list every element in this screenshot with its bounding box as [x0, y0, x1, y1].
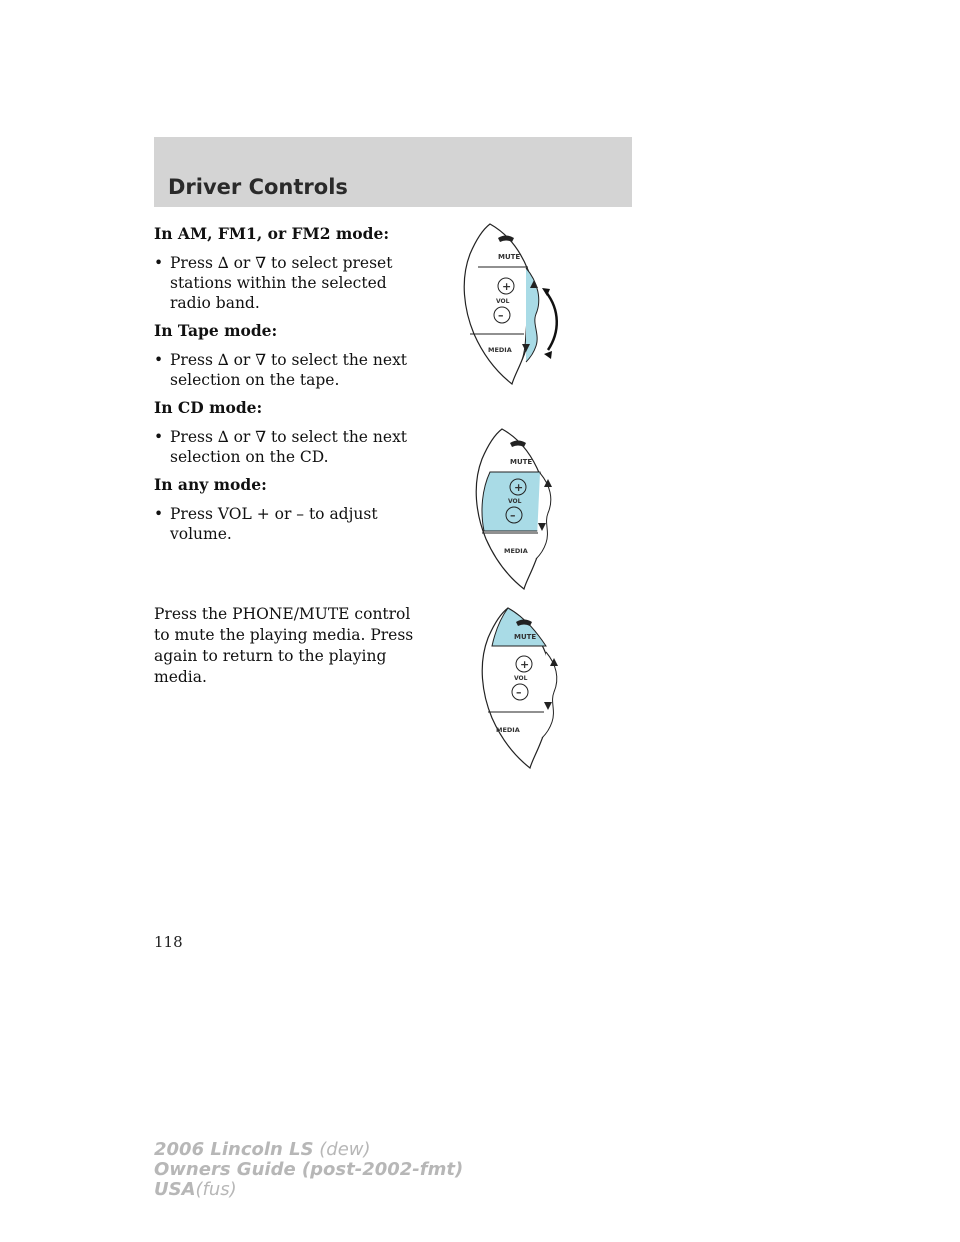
- steering-control-diagram-seek: [448, 222, 568, 392]
- plus-label: +: [514, 481, 524, 494]
- bullet-text: Press ∆ or ∇ to select the next selection on the CD.: [170, 428, 408, 466]
- footer-line-2: Owners Guide (post-2002-fmt): [154, 1159, 464, 1180]
- section-any: [154, 475, 424, 544]
- bullet-item: [154, 350, 424, 390]
- plus-label: +: [502, 280, 512, 293]
- bullet-symbol: •: [154, 428, 164, 446]
- mute-paragraph: Press the PHONE/MUTE control to mute the playing media. Press again to return to the playing media.: [154, 605, 414, 686]
- page-number: 118: [154, 933, 183, 951]
- rotation-arrow-icon: [546, 292, 557, 350]
- section-heading: In CD mode:: [154, 398, 263, 417]
- vol-label: VOL: [514, 675, 528, 682]
- media-label: MEDIA: [504, 547, 528, 555]
- bullet-text: Press ∆ or ∇ to select the next selection on the tape.: [170, 351, 408, 389]
- minus-label: –: [510, 509, 516, 522]
- plus-label: +: [520, 658, 530, 671]
- section-am-fm: [154, 224, 424, 313]
- footer-line-3: USA(fus): [154, 1179, 237, 1200]
- footer: [154, 1140, 463, 1200]
- vol-label: VOL: [496, 298, 510, 305]
- media-label: MEDIA: [488, 346, 512, 354]
- section-cd: [154, 398, 424, 467]
- media-label: MEDIA: [496, 726, 520, 734]
- bullet-item: [154, 504, 424, 544]
- bullet-symbol: •: [154, 505, 164, 523]
- bullet-symbol: •: [154, 351, 164, 369]
- bullet-symbol: •: [154, 254, 164, 272]
- section-heading: In AM, FM1, or FM2 mode:: [154, 224, 390, 243]
- section-heading: In any mode:: [154, 475, 267, 494]
- mute-label: MUTE: [514, 633, 537, 641]
- page-title: Driver Controls: [168, 175, 348, 199]
- bullet-item: [154, 253, 424, 313]
- header-band: [154, 137, 632, 207]
- bullet-text: Press VOL + or – to adjust volume.: [170, 505, 378, 543]
- minus-label: –: [516, 686, 522, 699]
- instructions: [154, 224, 424, 552]
- minus-label: –: [498, 309, 504, 322]
- mute-label: MUTE: [498, 253, 521, 261]
- mute-label: MUTE: [510, 458, 533, 466]
- section-tape: [154, 321, 424, 390]
- section-heading: In Tape mode:: [154, 321, 278, 340]
- footer-line-1: 2006 Lincoln LS (dew): [154, 1139, 371, 1160]
- bullet-item: [154, 427, 424, 467]
- vol-label: VOL: [508, 498, 522, 505]
- steering-control-diagram-mute: [466, 606, 576, 776]
- steering-control-diagram-volume: [460, 427, 570, 592]
- bullet-text: Press ∆ or ∇ to select preset stations within the selected radio band.: [170, 254, 393, 312]
